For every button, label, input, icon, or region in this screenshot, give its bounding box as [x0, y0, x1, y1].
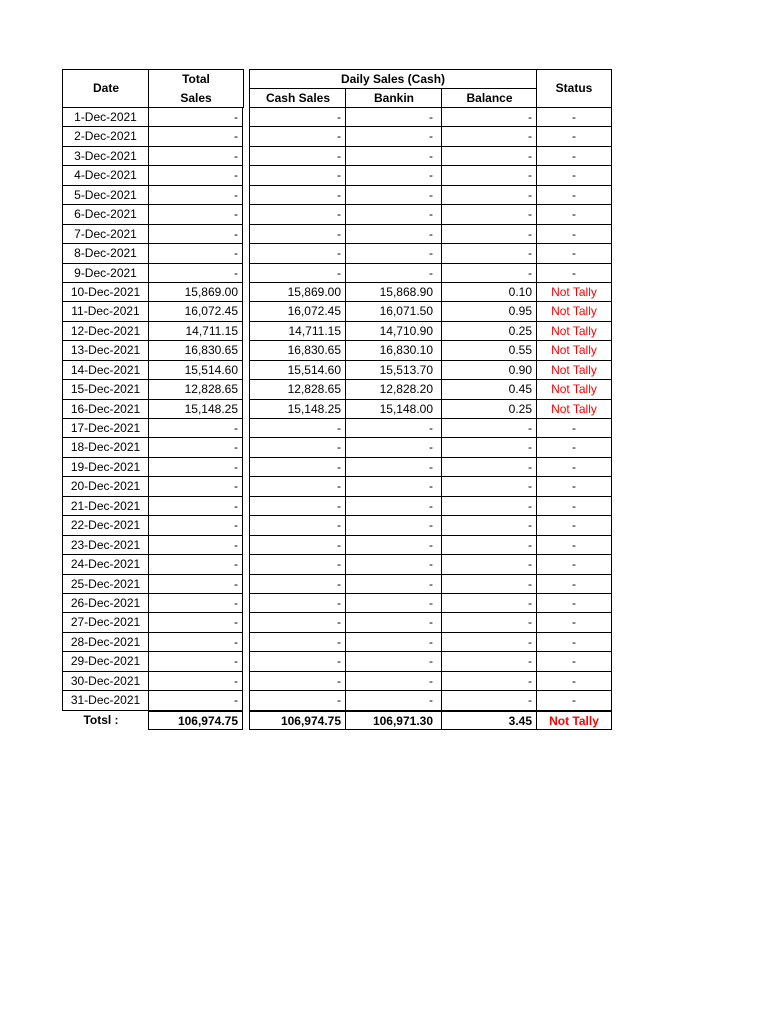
cell-status: - — [536, 497, 612, 516]
table-row — [62, 672, 612, 691]
cell-balance: - — [441, 536, 536, 555]
cell-total-sales: - — [148, 225, 243, 244]
cell-total-sales: - — [148, 477, 243, 496]
cell-total-sales: - — [148, 205, 243, 224]
cell-date: 1-Dec-2021 — [62, 108, 148, 127]
table-row — [62, 108, 612, 127]
cell-date: 13-Dec-2021 — [62, 341, 148, 360]
cell-bankin: - — [345, 516, 441, 535]
cell-cash-sales: - — [249, 264, 345, 283]
totals-balance: 3.45 — [441, 711, 536, 730]
cell-date: 18-Dec-2021 — [62, 438, 148, 457]
cell-date: 9-Dec-2021 — [62, 264, 148, 283]
cell-cash-sales: - — [249, 536, 345, 555]
cell-bankin: - — [345, 225, 441, 244]
cell-date: 26-Dec-2021 — [62, 594, 148, 613]
cell-total-sales: - — [148, 108, 243, 127]
cell-status: - — [536, 555, 612, 574]
table-row — [62, 361, 612, 380]
table-row — [62, 322, 612, 341]
totals-bankin: 106,971.30 — [345, 711, 441, 730]
cell-bankin: - — [345, 672, 441, 691]
cell-cash-sales: - — [249, 186, 345, 205]
cell-cash-sales: - — [249, 652, 345, 671]
cell-balance: - — [441, 672, 536, 691]
cell-bankin: - — [345, 652, 441, 671]
table-row — [62, 575, 612, 594]
cell-bankin: 15,868.90 — [345, 283, 441, 302]
cell-balance: - — [441, 205, 536, 224]
cell-date: 27-Dec-2021 — [62, 613, 148, 632]
cell-total-sales: - — [148, 147, 243, 166]
table-row — [62, 438, 612, 457]
header-total-sales — [148, 69, 244, 108]
cell-balance: 0.45 — [441, 380, 536, 399]
cell-cash-sales: 14,711.15 — [249, 322, 345, 341]
header-total-line2: Sales — [180, 90, 212, 105]
cell-balance: - — [441, 186, 536, 205]
cell-cash-sales: - — [249, 633, 345, 652]
cell-date: 19-Dec-2021 — [62, 458, 148, 477]
cell-balance: - — [441, 458, 536, 477]
cell-cash-sales: - — [249, 691, 345, 710]
cell-date: 11-Dec-2021 — [62, 302, 148, 321]
cell-balance: - — [441, 438, 536, 457]
cell-status: - — [536, 652, 612, 671]
cell-total-sales: 15,148.25 — [148, 400, 243, 419]
cell-cash-sales: - — [249, 594, 345, 613]
cell-cash-sales: - — [249, 166, 345, 185]
table-row — [62, 205, 612, 224]
cell-cash-sales: - — [249, 244, 345, 263]
header-daily-sales-group: Daily Sales (Cash) — [249, 69, 536, 89]
cell-date: 28-Dec-2021 — [62, 633, 148, 652]
cell-status: Not Tally — [536, 283, 612, 302]
cell-bankin: - — [345, 108, 441, 127]
cell-date: 21-Dec-2021 — [62, 497, 148, 516]
sales-sheet — [62, 69, 612, 730]
cell-total-sales: - — [148, 652, 243, 671]
cell-balance: 0.25 — [441, 322, 536, 341]
cell-status: - — [536, 477, 612, 496]
table-header — [62, 69, 612, 108]
cell-status: - — [536, 419, 612, 438]
cell-balance: 0.90 — [441, 361, 536, 380]
cell-total-sales: 14,711.15 — [148, 322, 243, 341]
cell-balance: - — [441, 166, 536, 185]
cell-total-sales: - — [148, 419, 243, 438]
cell-bankin: - — [345, 244, 441, 263]
cell-bankin: - — [345, 594, 441, 613]
cell-date: 5-Dec-2021 — [62, 186, 148, 205]
cell-total-sales: - — [148, 691, 243, 710]
cell-date: 30-Dec-2021 — [62, 672, 148, 691]
cell-cash-sales: - — [249, 516, 345, 535]
table-row — [62, 147, 612, 166]
cell-date: 29-Dec-2021 — [62, 652, 148, 671]
cell-balance: - — [441, 497, 536, 516]
table-row — [62, 244, 612, 263]
cell-balance: 0.95 — [441, 302, 536, 321]
cell-cash-sales: - — [249, 672, 345, 691]
table-row — [62, 186, 612, 205]
cell-status: - — [536, 613, 612, 632]
cell-bankin: - — [345, 147, 441, 166]
cell-balance: - — [441, 127, 536, 146]
header-total-line1: Total — [182, 71, 210, 86]
cell-total-sales: 15,514.60 — [148, 361, 243, 380]
cell-balance: - — [441, 225, 536, 244]
cell-balance: - — [441, 555, 536, 574]
table-row — [62, 555, 612, 574]
cell-total-sales: - — [148, 497, 243, 516]
header-balance: Balance — [441, 88, 537, 108]
table-row — [62, 691, 612, 710]
cell-bankin: - — [345, 264, 441, 283]
cell-balance: - — [441, 516, 536, 535]
table-row — [62, 652, 612, 671]
cell-bankin: - — [345, 477, 441, 496]
cell-cash-sales: - — [249, 108, 345, 127]
cell-status: Not Tally — [536, 302, 612, 321]
cell-total-sales: - — [148, 516, 243, 535]
totals-total-sales: 106,974.75 — [148, 711, 243, 730]
cell-balance: - — [441, 613, 536, 632]
cell-date: 10-Dec-2021 — [62, 283, 148, 302]
cell-bankin: - — [345, 691, 441, 710]
cell-bankin: 15,148.00 — [345, 400, 441, 419]
cell-bankin: - — [345, 438, 441, 457]
cell-bankin: - — [345, 458, 441, 477]
table-row — [62, 594, 612, 613]
cell-cash-sales: 16,830.65 — [249, 341, 345, 360]
cell-status: Not Tally — [536, 361, 612, 380]
cell-cash-sales: 16,072.45 — [249, 302, 345, 321]
cell-date: 14-Dec-2021 — [62, 361, 148, 380]
cell-date: 6-Dec-2021 — [62, 205, 148, 224]
cell-date: 17-Dec-2021 — [62, 419, 148, 438]
cell-cash-sales: 15,869.00 — [249, 283, 345, 302]
cell-cash-sales: 12,828.65 — [249, 380, 345, 399]
table-row — [62, 400, 612, 419]
cell-date: 4-Dec-2021 — [62, 166, 148, 185]
cell-status: Not Tally — [536, 400, 612, 419]
totals-label: Totsl : — [83, 712, 119, 727]
cell-bankin: - — [345, 613, 441, 632]
cell-status: - — [536, 575, 612, 594]
cell-total-sales: 12,828.65 — [148, 380, 243, 399]
cell-total-sales: - — [148, 575, 243, 594]
table-row — [62, 458, 612, 477]
table-row — [62, 419, 612, 438]
cell-status: - — [536, 127, 612, 146]
cell-status: - — [536, 166, 612, 185]
cell-date: 8-Dec-2021 — [62, 244, 148, 263]
cell-total-sales: - — [148, 127, 243, 146]
table-row — [62, 477, 612, 496]
header-status: Status — [536, 69, 612, 108]
table-row — [62, 166, 612, 185]
cell-date: 22-Dec-2021 — [62, 516, 148, 535]
cell-date: 31-Dec-2021 — [62, 691, 148, 710]
cell-balance: - — [441, 652, 536, 671]
cell-date: 7-Dec-2021 — [62, 225, 148, 244]
cell-cash-sales: - — [249, 555, 345, 574]
cell-date: 23-Dec-2021 — [62, 536, 148, 555]
cell-total-sales: - — [148, 264, 243, 283]
table-row — [62, 225, 612, 244]
cell-status: - — [536, 691, 612, 710]
cell-bankin: 15,513.70 — [345, 361, 441, 380]
cell-bankin: - — [345, 419, 441, 438]
cell-status: - — [536, 225, 612, 244]
cell-total-sales: - — [148, 594, 243, 613]
cell-cash-sales: - — [249, 477, 345, 496]
table-row — [62, 536, 612, 555]
cell-bankin: 16,071.50 — [345, 302, 441, 321]
cell-status: - — [536, 516, 612, 535]
cell-date: 15-Dec-2021 — [62, 380, 148, 399]
table-row — [62, 633, 612, 652]
cell-bankin: - — [345, 575, 441, 594]
cell-bankin: - — [345, 166, 441, 185]
cell-total-sales: - — [148, 633, 243, 652]
cell-date: 3-Dec-2021 — [62, 147, 148, 166]
cell-cash-sales: - — [249, 205, 345, 224]
totals-cash-sales: 106,974.75 — [249, 711, 345, 730]
cell-total-sales: - — [148, 438, 243, 457]
cell-bankin: - — [345, 186, 441, 205]
cell-total-sales: - — [148, 244, 243, 263]
cell-balance: 0.55 — [441, 341, 536, 360]
cell-balance: - — [441, 575, 536, 594]
cell-status: - — [536, 264, 612, 283]
cell-bankin: - — [345, 205, 441, 224]
cell-balance: - — [441, 264, 536, 283]
header-cash-sales: Cash Sales — [249, 88, 346, 108]
cell-total-sales: - — [148, 536, 243, 555]
cell-balance: 0.10 — [441, 283, 536, 302]
cell-bankin: - — [345, 127, 441, 146]
cell-balance: - — [441, 594, 536, 613]
cell-status: - — [536, 438, 612, 457]
cell-cash-sales: - — [249, 225, 345, 244]
cell-cash-sales: - — [249, 438, 345, 457]
cell-total-sales: - — [148, 458, 243, 477]
cell-cash-sales: - — [249, 458, 345, 477]
cell-total-sales: - — [148, 186, 243, 205]
cell-date: 24-Dec-2021 — [62, 555, 148, 574]
cell-status: Not Tally — [536, 380, 612, 399]
cell-cash-sales: 15,514.60 — [249, 361, 345, 380]
cell-bankin: - — [345, 497, 441, 516]
totals-row — [62, 711, 612, 730]
cell-date: 12-Dec-2021 — [62, 322, 148, 341]
header-date: Date — [62, 69, 149, 108]
cell-total-sales: - — [148, 672, 243, 691]
cell-total-sales: 16,072.45 — [148, 302, 243, 321]
table-row — [62, 264, 612, 283]
cell-status: - — [536, 147, 612, 166]
cell-bankin: - — [345, 555, 441, 574]
cell-balance: - — [441, 691, 536, 710]
cell-balance: - — [441, 108, 536, 127]
table-row — [62, 516, 612, 535]
cell-total-sales: 16,830.65 — [148, 341, 243, 360]
cell-cash-sales: - — [249, 419, 345, 438]
header-bankin: Bankin — [345, 88, 442, 108]
table-row — [62, 283, 612, 302]
cell-balance: - — [441, 147, 536, 166]
cell-status: - — [536, 633, 612, 652]
cell-date: 25-Dec-2021 — [62, 575, 148, 594]
cell-status: - — [536, 108, 612, 127]
cell-bankin: - — [345, 536, 441, 555]
cell-total-sales: 15,869.00 — [148, 283, 243, 302]
cell-status: - — [536, 205, 612, 224]
table-row — [62, 497, 612, 516]
cell-status: - — [536, 594, 612, 613]
cell-balance: - — [441, 477, 536, 496]
cell-bankin: 14,710.90 — [345, 322, 441, 341]
cell-status: - — [536, 536, 612, 555]
cell-bankin: 12,828.20 — [345, 380, 441, 399]
cell-status: Not Tally — [536, 341, 612, 360]
cell-date: 2-Dec-2021 — [62, 127, 148, 146]
cell-cash-sales: - — [249, 127, 345, 146]
cell-cash-sales: - — [249, 147, 345, 166]
cell-balance: - — [441, 244, 536, 263]
cell-status: - — [536, 458, 612, 477]
cell-balance: - — [441, 633, 536, 652]
cell-status: - — [536, 186, 612, 205]
totals-status: Not Tally — [536, 711, 612, 730]
cell-balance: 0.25 — [441, 400, 536, 419]
cell-date: 20-Dec-2021 — [62, 477, 148, 496]
cell-bankin: - — [345, 633, 441, 652]
cell-total-sales: - — [148, 166, 243, 185]
cell-bankin: 16,830.10 — [345, 341, 441, 360]
cell-total-sales: - — [148, 613, 243, 632]
cell-status: - — [536, 244, 612, 263]
table-row — [62, 341, 612, 360]
table-row — [62, 613, 612, 632]
cell-cash-sales: - — [249, 613, 345, 632]
table-row — [62, 380, 612, 399]
cell-status: - — [536, 672, 612, 691]
cell-cash-sales: - — [249, 575, 345, 594]
cell-date: 16-Dec-2021 — [62, 400, 148, 419]
table-row — [62, 302, 612, 321]
cell-total-sales: - — [148, 555, 243, 574]
table-body — [62, 108, 612, 711]
cell-status: Not Tally — [536, 322, 612, 341]
table-row — [62, 127, 612, 146]
cell-balance: - — [441, 419, 536, 438]
cell-cash-sales: - — [249, 497, 345, 516]
cell-cash-sales: 15,148.25 — [249, 400, 345, 419]
